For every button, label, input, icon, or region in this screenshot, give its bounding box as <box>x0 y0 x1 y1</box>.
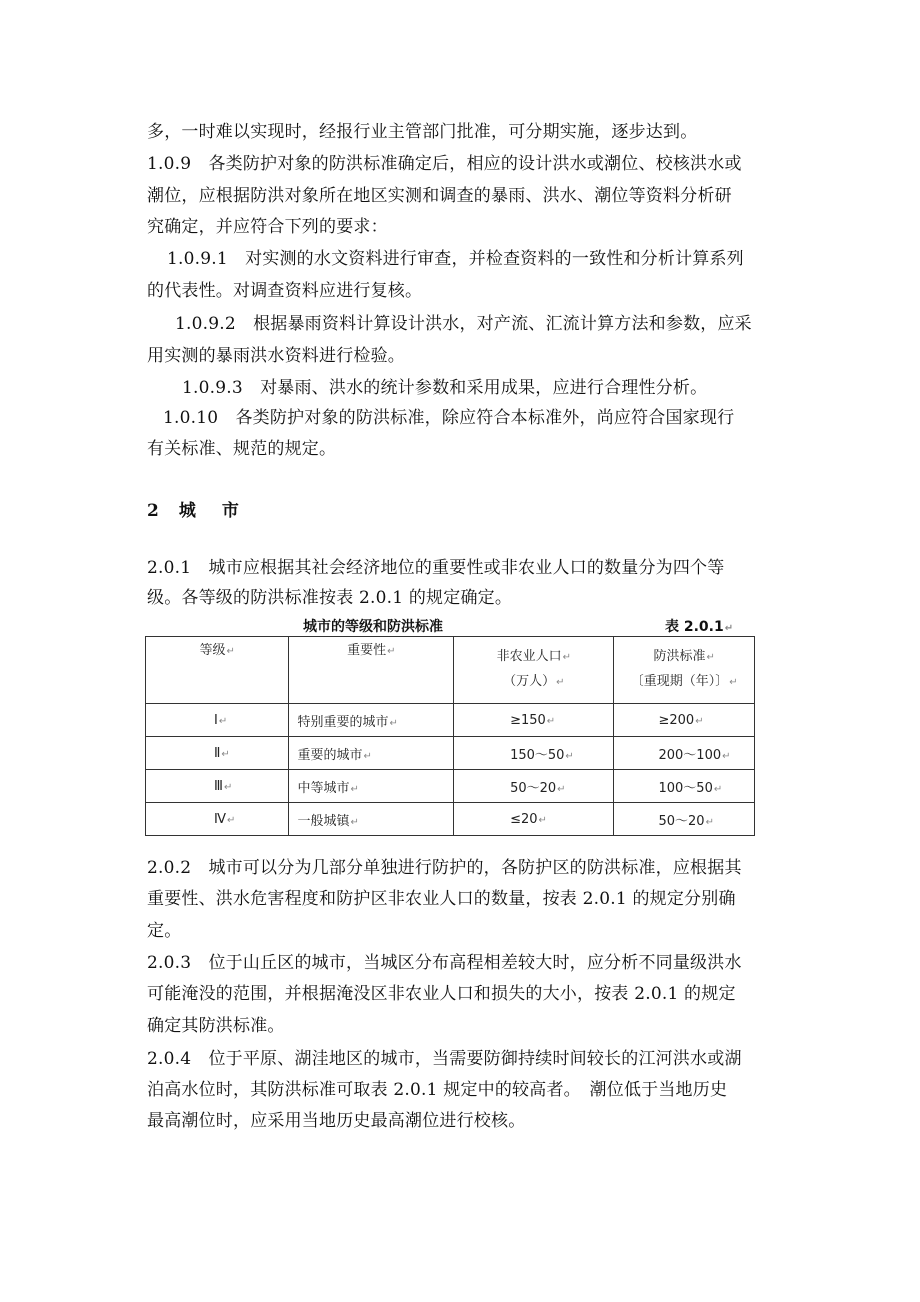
paragraph-mark-icon: ↵ <box>218 715 228 727</box>
paragraph-mark-icon: ↵ <box>387 646 396 657</box>
paragraph-line: 潮位，应根据防洪对象所在地区实测和调查的暴雨、洪水、潮位等资料分析研 <box>147 186 732 206</box>
paragraph-mark-icon: ↵ <box>724 623 734 634</box>
paragraph-mark-icon: ↵ <box>556 677 565 688</box>
header-population <box>454 637 614 704</box>
header-population-line1 <box>497 645 571 670</box>
cell-standard-text: ≥200 <box>658 712 695 728</box>
cell-population <box>454 704 614 737</box>
table-id-text: 表 2.0.1 <box>665 619 724 635</box>
header-importance-text <box>347 639 395 664</box>
flood-standard-table <box>145 636 755 836</box>
paragraph-mark-icon: ↵ <box>729 677 738 688</box>
paragraph-mark-icon: ↵ <box>546 715 556 727</box>
header-level-label: 等级 <box>199 643 226 658</box>
paragraph-mark-icon: ↵ <box>350 816 359 828</box>
paragraph-line: 最高潮位时，应采用当地历史最高潮位进行校核。 <box>147 1111 526 1131</box>
paragraph-line: 定。 <box>147 921 182 941</box>
paragraph-mark-icon: ↵ <box>695 715 704 727</box>
cell-importance-text: 一般城镇 <box>297 813 350 829</box>
table-header-row <box>146 637 755 704</box>
paragraph-line: 1.0.9.2 根据暴雨资料计算设计洪水，对产流、汇流计算方法和参数，应采 <box>175 314 752 334</box>
cell-importance-text: 重要的城市 <box>297 747 363 763</box>
paragraph-mark-icon: ↵ <box>350 783 359 795</box>
paragraph-line: 泊高水位时，其防洪标准可取表 2.0.1 规定中的较高者。 潮位低于当地历史 <box>147 1080 728 1100</box>
cell-standard-text: 100～50 <box>658 780 713 796</box>
cell-population <box>454 770 614 803</box>
paragraph-line: 2.0.1 城市应根据其社会经济地位的重要性或非农业人口的数量分为四个等 <box>147 558 725 578</box>
table-caption <box>145 614 755 634</box>
paragraph-mark-icon: ↵ <box>226 646 235 657</box>
header-standard <box>614 637 755 704</box>
cell-standard-text: 50～20 <box>658 813 705 829</box>
paragraph-mark-icon: ↵ <box>389 717 398 729</box>
cell-population <box>454 737 614 770</box>
paragraph-line: 2.0.3 位于山丘区的城市，当城区分布高程相差较大时，应分析不同量级洪水 <box>147 953 742 973</box>
cell-level <box>146 770 289 803</box>
paragraph-mark-icon: ↵ <box>722 750 731 762</box>
header-importance-label: 重要性 <box>347 643 387 658</box>
header-population-label: 非农业人口 <box>496 649 562 664</box>
paragraph-line: 重要性、洪水危害程度和防护区非农业人口的数量，按表 2.0.1 的规定分别确 <box>147 889 736 909</box>
cell-importance <box>289 770 454 803</box>
section-title: 城市 <box>178 501 265 521</box>
cell-level <box>146 704 289 737</box>
cell-level <box>146 803 289 836</box>
cell-level-text: Ⅰ <box>214 712 218 728</box>
cell-standard <box>614 803 755 836</box>
header-standard-line2 <box>631 670 738 695</box>
cell-importance <box>289 803 454 836</box>
section-number: 2 <box>147 501 159 521</box>
cell-population-text: 50～20 <box>510 780 557 796</box>
cell-standard <box>614 704 755 737</box>
paragraph-mark-icon: ↵ <box>706 652 715 663</box>
cell-level-text: Ⅲ <box>214 778 223 794</box>
paragraph-line: 用实测的暴雨洪水资料进行检验。 <box>147 346 405 366</box>
table-id <box>665 616 733 636</box>
paragraph-mark-icon: ↵ <box>562 652 571 663</box>
cell-importance-text: 特别重要的城市 <box>297 714 389 730</box>
paragraph-mark-icon: ↵ <box>223 781 233 793</box>
section-heading <box>147 500 265 522</box>
paragraph-line: 1.0.9.1 对实测的水文资料进行审查，并检查资料的一致性和分析计算系列 <box>167 249 744 269</box>
paragraph-line: 的代表性。对调查资料应进行复核。 <box>147 281 423 301</box>
table-title: 城市的等级和防洪标准 <box>303 619 443 635</box>
paragraph-line: 究确定，并应符合下列的要求： <box>147 217 388 237</box>
paragraph-line: 1.0.9 各类防护对象的防洪标准确定后，相应的设计洪水或潮位、校核洪水或 <box>147 154 742 174</box>
cell-standard <box>614 770 755 803</box>
paragraph-line: 级。各等级的防洪标准按表 2.0.1 的规定确定。 <box>147 588 513 608</box>
cell-importance <box>289 737 454 770</box>
table-row <box>146 770 755 803</box>
header-standard-unit: 〔重现期（年）〕 <box>630 674 729 689</box>
table-row <box>146 803 755 836</box>
paragraph-line: 有关标准、规范的规定。 <box>147 439 337 459</box>
paragraph-mark-icon: ↵ <box>227 814 236 826</box>
header-level <box>146 637 289 704</box>
cell-importance <box>289 704 454 737</box>
paragraph-line: 1.0.10 各类防护对象的防洪标准，除应符合本标准外，尚应符合国家现行 <box>163 408 735 428</box>
cell-level-text: Ⅱ <box>214 745 221 761</box>
cell-importance-text: 中等城市 <box>297 780 350 796</box>
header-population-line2 <box>503 670 564 695</box>
paragraph-mark-icon: ↵ <box>538 814 547 826</box>
header-level-text <box>200 639 235 664</box>
paragraph-mark-icon: ↵ <box>705 816 714 828</box>
paragraph-mark-icon: ↵ <box>557 783 566 795</box>
paragraph-line: 2.0.2 城市可以分为几部分单独进行防护的，各防护区的防洪标准，应根据其 <box>147 858 742 878</box>
paragraph-line: 可能淹没的范围，并根据淹没区非农业人口和损失的大小，按表 2.0.1 的规定 <box>147 984 736 1004</box>
header-population-unit: （万人） <box>503 674 556 689</box>
header-standard-label: 防洪标准 <box>653 649 706 664</box>
cell-level <box>146 737 289 770</box>
paragraph-line: 1.0.9.3 对暴雨、洪水的统计参数和采用成果，应进行合理性分析。 <box>182 378 708 398</box>
header-standard-line1 <box>654 645 715 670</box>
cell-standard <box>614 737 755 770</box>
cell-population <box>454 803 614 836</box>
table-row <box>146 737 755 770</box>
paragraph-mark-icon: ↵ <box>363 750 372 762</box>
paragraph-line: 多，一时难以实现时，经报行业主管部门批准，可分期实施，逐步达到。 <box>147 122 698 142</box>
paragraph-line: 确定其防洪标准。 <box>147 1016 285 1036</box>
cell-population-text: ≤20 <box>510 811 538 827</box>
paragraph-mark-icon: ↵ <box>565 750 574 762</box>
cell-level-text: Ⅳ <box>214 811 226 827</box>
cell-population-text: 150～50 <box>510 747 565 763</box>
paragraph-mark-icon: ↵ <box>221 748 230 760</box>
cell-population-text: ≥150 <box>510 712 546 728</box>
cell-standard-text: 200～100 <box>658 747 722 763</box>
paragraph-line: 2.0.4 位于平原、湖洼地区的城市，当需要防御持续时间较长的江河洪水或湖 <box>147 1049 742 1069</box>
header-importance <box>289 637 454 704</box>
table-row <box>146 704 755 737</box>
paragraph-mark-icon: ↵ <box>713 783 723 795</box>
